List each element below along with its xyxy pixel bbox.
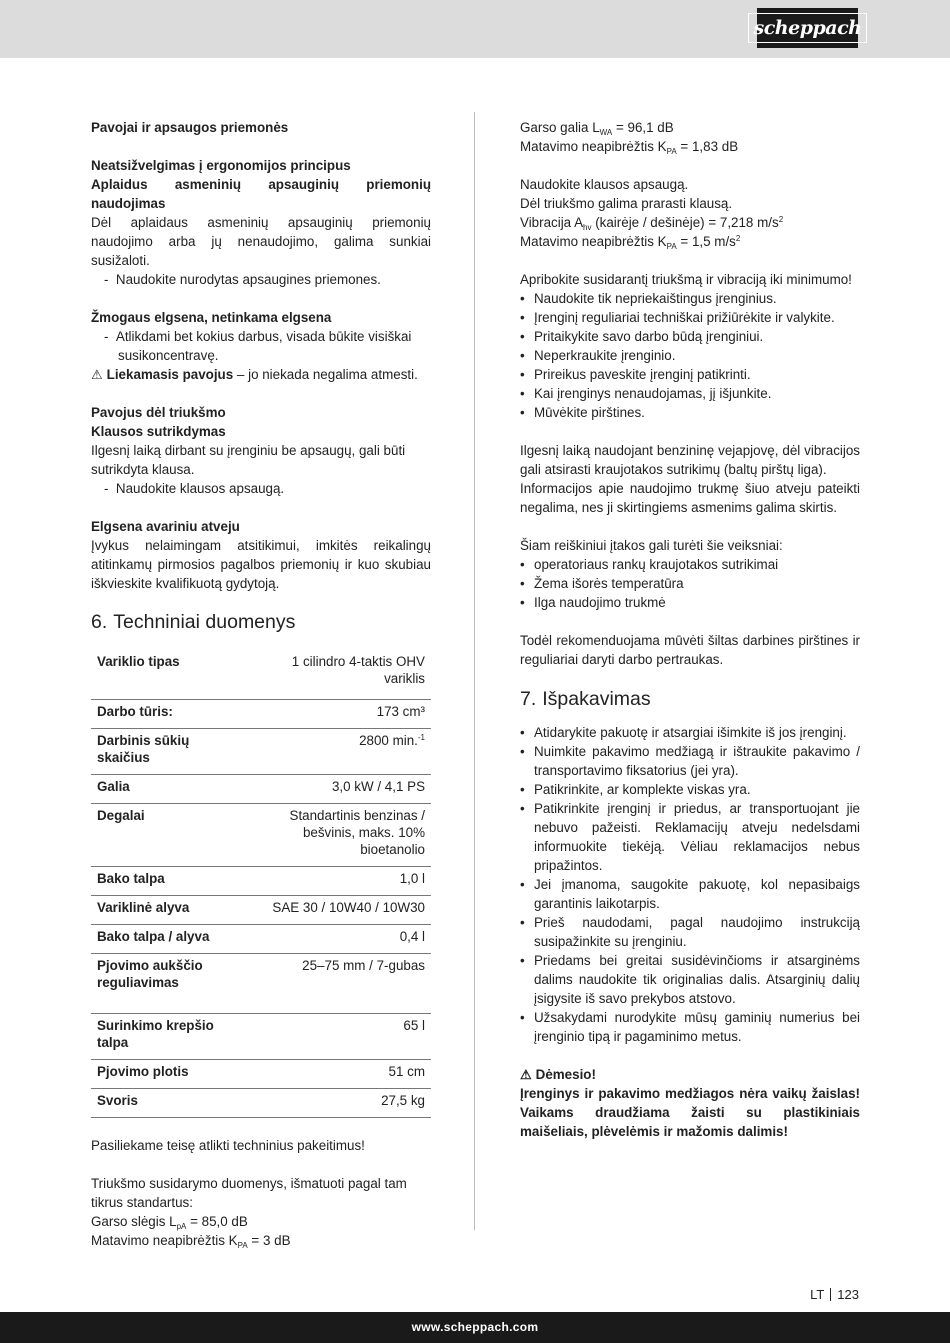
reserve-text: Pasiliekame teisę atlikti techninius pakeitimus! xyxy=(91,1138,365,1153)
hearing-loss-text: Dėl triukšmo galima prarasti klausą. xyxy=(520,196,733,211)
wear-hearing-text: Naudokite klausos apsaugą. xyxy=(520,177,689,192)
ergonomics-title: Neatsižvelgimas į ergonomijos principus xyxy=(91,158,351,173)
hearing-dash-item: - Naudokite klausos apsaugą. xyxy=(104,481,285,496)
residual-risk: ⚠ Liekamasis pavojus – jo niekada negalima atmesti. xyxy=(91,367,418,382)
uncertainty-2: Matavimo neapibrėžtis $K_{PA} = 1,83$ dB xyxy=(520,139,739,156)
tech-row-key: Pjovimo aukščio reguliavimas xyxy=(97,958,203,990)
list-item: • Pritaikykite savo darbo būdą įrenginiui. xyxy=(520,327,860,346)
long-use-text: Ilgesnį laiką naudojant benzininę vejapjovę, dėl vibracijos gali atsirasti kraujotakos sutrikimų (baltų pirštų liga). xyxy=(520,443,860,477)
list-item: • Naudokite tik nepriekaištingus įrenginius. xyxy=(520,289,860,308)
list-item: • operatoriaus rankų kraujotakos sutrikimai xyxy=(520,555,860,574)
attention-title: ⚠ Dėmesio! xyxy=(520,1067,596,1082)
tech-row xyxy=(91,925,431,954)
tech-row-key: Svoris xyxy=(97,1093,138,1108)
tech-row-value: 25–75 mm / 7-gubas xyxy=(302,958,425,973)
list-item: • Prieš naudodami, pagal naudojimo instrukciją susipažinkite su įrenginiu. xyxy=(520,913,860,951)
tech-row-key: Darbo tūris: xyxy=(97,704,173,719)
tech-data-table xyxy=(91,650,431,1118)
behavior-dash-item: - Atlikdami bet kokius darbus, visada būkite visiškai susikoncentravę. xyxy=(104,329,412,363)
list-item: • Ilga naudojimo trukmė xyxy=(520,593,860,612)
website-url: www.scheppach.com xyxy=(411,1320,539,1334)
list-item: • Patikrinkite įrenginį ir priedus, ar transportuojant jie nebuvo pažeisti. Reklamacijų atveju nedelsdami informuokite tiekėją. Vėliau reklamacijos nebus pripažintos. xyxy=(520,799,860,875)
tech-row xyxy=(91,775,431,804)
hearing-text: Ilgesnį laiką dirbant su įrenginiu be apsaugų, gali būti sutrikdyta klausa. xyxy=(91,443,406,477)
tech-row xyxy=(91,867,431,896)
emergency-title: Elgsena avariniu atveju xyxy=(91,519,240,534)
list-item: • Neperkraukite įrenginio. xyxy=(520,346,860,365)
tech-row-value: 2800 min.$^{-1}$ xyxy=(359,733,425,748)
uncertainty-3: Matavimo neapibrėžtis $K_{PA} = 1,5$ $m/s^2$ xyxy=(520,234,741,251)
list-item: • Mūvėkite pirštines. xyxy=(520,403,860,422)
section-6-heading: 6. Techniniai duomenys xyxy=(91,611,296,633)
limit-list xyxy=(520,289,860,422)
tech-row-value: SAE 30 / 10W40 / 10W30 xyxy=(272,900,425,915)
list-item: • Įrenginį reguliariai techniškai prižiūrėkite ir valykite. xyxy=(520,308,860,327)
page-number: LT 123 xyxy=(810,1287,859,1302)
tech-row-key: Degalai xyxy=(97,808,145,823)
tech-row-value: 51 cm xyxy=(388,1064,425,1079)
tech-row-value: 65 l xyxy=(403,1018,425,1033)
recommend-text: Todėl rekomenduojama mūvėti šiltas darbines pirštines ir reguliariai daryti darbo pertraukas. xyxy=(520,633,860,667)
list-item: • Kai įrenginys nenaudojamas, jį išjunkite. xyxy=(520,384,860,403)
tech-row-value: 27,5 kg xyxy=(381,1093,425,1108)
info-text: Informacijos apie naudojimo trukmę šiuo atveju pateikti negalima, nes ji skirtingiems asmenims galima skirtis. xyxy=(520,481,860,515)
sound-power: Garso galia $L_{WA} = 96,1$ dB xyxy=(520,120,674,137)
brand-logo: scheppach xyxy=(757,8,858,48)
tech-row-key: Bako talpa xyxy=(97,871,165,886)
list-item: • Žema išorės temperatūra xyxy=(520,574,860,593)
tech-row-key: Variklinė alyva xyxy=(97,900,190,915)
warning-icon: ⚠ xyxy=(520,1067,532,1082)
tech-row xyxy=(91,804,431,867)
right-column xyxy=(520,118,860,1141)
list-item: • Nuimkite pakavimo medžiagą ir ištraukite pakavimo / transportavimo fiksatorius (jei yra). xyxy=(520,742,860,780)
list-item: • Užsakydami nurodykite mūsų gaminių numerius bei įrenginio tipą ir pagaminimo metus. xyxy=(520,1008,860,1046)
ppe-text: Dėl aplaidaus asmeninių apsauginių priemonių naudojimo arba jų nenaudojimo, galima sunkiai susižaloti. xyxy=(91,215,431,268)
column-divider xyxy=(474,112,475,1230)
hazards-title: Pavojai ir apsaugos priemonės xyxy=(91,120,289,135)
tech-row xyxy=(91,954,431,1014)
behavior-title: Žmogaus elgsena, netinkama elgsena xyxy=(91,310,332,325)
tech-row xyxy=(91,1089,431,1118)
uncertainty-1: Matavimo neapibrėžtis $K_{PA} = 3$ dB xyxy=(91,1233,291,1250)
list-item: • Atidarykite pakuotę ir atsargiai išimkite iš jos įrenginį. xyxy=(520,723,860,742)
tech-row xyxy=(91,700,431,729)
section-7-heading: 7. Išpakavimas xyxy=(520,688,651,710)
noise-data-text: Triukšmo susidarymo duomenys, išmatuoti pagal tam tikrus standartus: xyxy=(91,1176,407,1210)
factors-list xyxy=(520,555,860,612)
hearing-title: Klausos sutrikdymas xyxy=(91,424,226,439)
tech-row-key: Bako talpa / alyva xyxy=(97,929,210,944)
tech-row-key: Galia xyxy=(97,779,130,794)
ppe-dash-item: - Naudokite nurodytas apsaugines priemones. xyxy=(104,272,381,287)
list-item: • Jei įmanoma, saugokite pakuotę, kol nepasibaigs garantinis laikotarpis. xyxy=(520,875,860,913)
tech-row xyxy=(91,650,431,700)
unpack-list xyxy=(520,723,860,1046)
tech-row-value: 1 cilindro 4-taktis OHV variklis xyxy=(291,654,425,686)
tech-row xyxy=(91,1060,431,1089)
tech-row-key: Darbinis sūkių skaičius xyxy=(97,733,190,765)
emergency-text: Įvykus nelaimingam atsitikimui, imkitės reikalingų atitinkamų pirmosios pagalbos priemonių ir kuo skubiau iškvieskite kvalifikuotą gydytoją. xyxy=(91,538,431,591)
list-item: • Priedams bei greitai susidėvinčioms ir atsarginėms dalims naudokite tik originalias dalis. Atsarginių dalių įsigysite iš savo prekybos atstovo. xyxy=(520,951,860,1008)
attention-text: Įrenginys ir pakavimo medžiagos nėra vaikų žaislas! Vaikams draudžiama žaisti su plastikiniais maišeliais, plėvelėmis ir mažomis dalimis! xyxy=(520,1086,860,1139)
tech-row xyxy=(91,896,431,925)
tech-row-value: 3,0 kW / 4,1 PS xyxy=(331,779,425,794)
list-item: • Prireikus paveskite įrenginį patikrinti. xyxy=(520,365,860,384)
warning-icon: ⚠ xyxy=(91,367,103,382)
tech-row xyxy=(91,1014,431,1060)
list-item: • Patikrinkite, ar komplekte viskas yra. xyxy=(520,780,860,799)
left-column xyxy=(91,118,431,1250)
tech-row-key: Variklio tipas xyxy=(97,654,180,669)
ppe-title: Aplaidus asmeninių apsauginių priemonių naudojimas xyxy=(91,177,431,211)
tech-row-key: Surinkimo krepšio talpa xyxy=(97,1018,214,1050)
tech-row-key: Pjovimo plotis xyxy=(97,1064,189,1079)
tech-row-value: Standartinis benzinas / bešvinis, maks. 10% bioetanolio xyxy=(289,808,425,857)
tech-row-value: 0,4 l xyxy=(399,929,425,944)
tech-row-value: 173 cm³ xyxy=(376,704,425,719)
tech-row-value: 1,0 l xyxy=(399,871,425,886)
sound-pressure: Garso slėgis $L_{pA} = 85,0$ dB xyxy=(91,1214,248,1231)
factors-text: Šiam reiškiniui įtakos gali turėti šie veiksniai: xyxy=(520,538,783,553)
vibration: Vibracija $A_{hv}$ (kairėje / dešinėje) = 7,218 $m/s^2$ xyxy=(520,215,784,232)
noise-title: Pavojus dėl triukšmo xyxy=(91,405,226,420)
footer-band xyxy=(0,1312,950,1343)
limit-text: Apribokite susidarantį triukšmą ir vibraciją iki minimumo! xyxy=(520,272,852,287)
tech-row xyxy=(91,729,431,775)
